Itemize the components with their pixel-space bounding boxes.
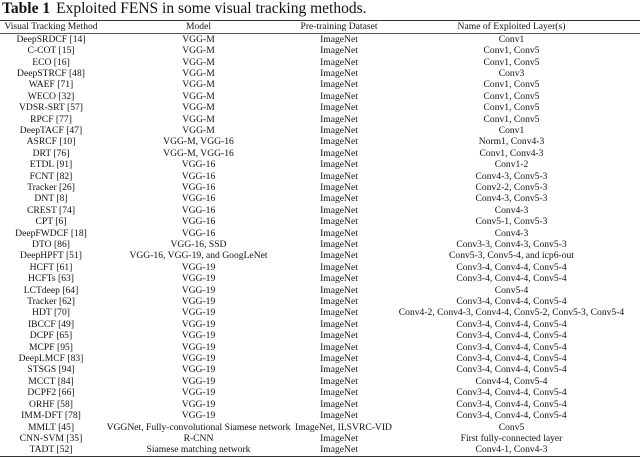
table-row bbox=[0, 159, 640, 170]
cell-dataset: ImageNet bbox=[320, 444, 358, 456]
cell-model: VGG-M bbox=[182, 79, 215, 91]
table-row bbox=[0, 239, 640, 250]
table-row bbox=[0, 250, 640, 261]
cell-method: WAEF [71] bbox=[28, 79, 74, 91]
cell-layers: Conv4-1, Conv4-3 bbox=[475, 444, 548, 456]
table-row bbox=[0, 205, 640, 216]
cell-method: DeepLMCF [83] bbox=[18, 353, 84, 365]
cell-method: IMM-DFT [78] bbox=[21, 410, 81, 422]
header-method: Visual Tracking Method bbox=[4, 21, 98, 33]
table-row bbox=[0, 227, 640, 238]
cell-dataset: ImageNet bbox=[320, 170, 358, 182]
cell-layers: Conv4-3, Conv5-3 bbox=[475, 193, 548, 205]
table-row bbox=[0, 433, 640, 444]
cell-method: MCCT [84] bbox=[28, 375, 74, 387]
cell-method: HCFTs [63] bbox=[28, 273, 74, 285]
cell-layers: Conv3-3, Conv4-3, Conv5-3 bbox=[456, 239, 567, 251]
cell-layers: Conv1, Conv5 bbox=[483, 102, 540, 114]
table-row bbox=[0, 284, 640, 295]
cell-method: C-COT [15] bbox=[27, 45, 75, 57]
cell-model: Siamese matching network bbox=[146, 444, 251, 456]
cell-layers: Conv3-4, Conv4-4, Conv5-4 bbox=[456, 398, 567, 410]
table-row bbox=[0, 296, 640, 307]
cell-dataset: ImageNet bbox=[320, 124, 358, 136]
cell-model: VGG-16 bbox=[181, 181, 216, 193]
cell-layers: Conv3-4, Conv4-4, Conv5-4 bbox=[456, 330, 567, 342]
cell-layers: Conv5-3, Conv5-4, and icp6-out bbox=[449, 250, 574, 262]
cell-method: ETDL [91] bbox=[29, 159, 73, 171]
cell-method: DNT [8] bbox=[34, 193, 68, 205]
cell-dataset: ImageNet bbox=[320, 56, 358, 68]
cell-dataset: ImageNet bbox=[320, 364, 358, 376]
cell-dataset: ImageNet bbox=[320, 204, 358, 216]
cell-method: FCNT [82] bbox=[29, 170, 73, 182]
cell-model: VGG-16 bbox=[181, 227, 216, 239]
cell-dataset: ImageNet bbox=[320, 375, 358, 387]
table-row bbox=[0, 376, 640, 387]
table-row bbox=[0, 125, 640, 136]
cell-method: WECO [32] bbox=[27, 90, 75, 102]
cell-model: VGG-19 bbox=[181, 410, 216, 422]
table-row bbox=[0, 410, 640, 421]
cell-model: VGG-19 bbox=[181, 387, 216, 399]
cell-model: VGG-M, VGG-16 bbox=[163, 136, 234, 148]
cell-dataset: ImageNet bbox=[320, 296, 358, 308]
cell-dataset: ImageNet bbox=[320, 398, 358, 410]
table-row bbox=[0, 33, 640, 45]
cell-dataset: ImageNet, ILSVRC-VID bbox=[295, 421, 392, 433]
cell-method: DRT [76] bbox=[32, 147, 70, 159]
cell-layers: Norm1, Conv4-3 bbox=[478, 136, 545, 148]
cell-layers: Conv4-3, Conv5-3 bbox=[475, 170, 548, 182]
cell-method: CNN-SVM [35] bbox=[19, 432, 83, 444]
cell-model: VGG-M bbox=[182, 67, 215, 79]
cell-layers: Conv1, Conv5 bbox=[483, 56, 540, 68]
cell-layers: Conv3-4, Conv4-4, Conv5-4 bbox=[456, 410, 567, 422]
table-row bbox=[0, 421, 640, 432]
cell-dataset: ImageNet bbox=[320, 79, 358, 91]
table-row bbox=[0, 79, 640, 90]
cell-dataset: ImageNet bbox=[320, 353, 358, 365]
cell-model: VGG-16 bbox=[181, 193, 216, 205]
cell-model: R-CNN bbox=[183, 432, 214, 444]
header-model: Model bbox=[185, 21, 212, 33]
cell-layers: Conv1-2 bbox=[494, 159, 529, 171]
cell-model: VGG-M bbox=[182, 90, 215, 102]
cell-model: VGG-16 bbox=[181, 216, 216, 228]
cell-dataset: ImageNet bbox=[320, 67, 358, 79]
cell-dataset: ImageNet bbox=[320, 284, 358, 296]
cell-dataset: ImageNet bbox=[320, 330, 358, 342]
table-row bbox=[0, 307, 640, 318]
cell-method: DTO [86] bbox=[32, 239, 70, 251]
table-row bbox=[0, 91, 640, 102]
cell-layers: First fully-connected layer bbox=[460, 432, 563, 444]
cell-method: ECO [16] bbox=[32, 56, 70, 68]
cell-method: Tracker [62] bbox=[27, 296, 75, 308]
table-row bbox=[0, 193, 640, 204]
table-row bbox=[0, 113, 640, 124]
cell-layers: Conv1, Conv5 bbox=[483, 79, 540, 91]
cell-dataset: ImageNet bbox=[320, 102, 358, 114]
tracking-methods-table bbox=[0, 20, 640, 457]
cell-layers: Conv4-2, Conv4-3, Conv4-4, Conv5-2, Conv5-3, Conv5-4 bbox=[398, 307, 625, 319]
cell-dataset: ImageNet bbox=[320, 90, 358, 102]
cell-dataset: ImageNet bbox=[320, 432, 358, 444]
cell-model: VGG-M bbox=[182, 33, 215, 45]
table-row bbox=[0, 136, 640, 147]
cell-layers: Conv3-4, Conv4-4, Conv5-4 bbox=[456, 318, 567, 330]
table-label: Table 1 bbox=[2, 0, 51, 17]
cell-method: CPT [6] bbox=[35, 216, 67, 228]
cell-method: DeepHPFT [51] bbox=[20, 250, 82, 262]
cell-layers: Conv5-4 bbox=[494, 284, 529, 296]
cell-layers: Conv5 bbox=[498, 421, 525, 433]
table-row bbox=[0, 399, 640, 410]
table-row bbox=[0, 341, 640, 352]
cell-model: VGG-M bbox=[182, 56, 215, 68]
table-row bbox=[0, 444, 640, 456]
cell-layers: Conv3-4, Conv4-4, Conv5-4 bbox=[456, 341, 567, 353]
cell-method: Tracker [26] bbox=[27, 181, 75, 193]
cell-model: VGG-19 bbox=[181, 353, 216, 365]
cell-model: VGG-19 bbox=[181, 375, 216, 387]
cell-method: HDT [70] bbox=[32, 307, 70, 319]
table-caption bbox=[2, 0, 367, 18]
cell-dataset: ImageNet bbox=[320, 239, 358, 251]
cell-model: VGG-19 bbox=[181, 284, 216, 296]
header-row bbox=[0, 21, 640, 34]
cell-layers: Conv2-2, Conv5-3 bbox=[475, 181, 548, 193]
cell-method: DeepFWDCF [18] bbox=[15, 227, 87, 239]
table-row bbox=[0, 148, 640, 159]
table-row bbox=[0, 182, 640, 193]
cell-model: VGG-M bbox=[182, 124, 215, 136]
table-title: Exploited FENS in some visual tracking methods. bbox=[56, 0, 367, 17]
cell-method: DCPF [65] bbox=[29, 330, 73, 342]
cell-dataset: ImageNet bbox=[320, 136, 358, 148]
cell-dataset: ImageNet bbox=[320, 45, 358, 57]
cell-dataset: ImageNet bbox=[320, 159, 358, 171]
cell-layers: Conv3-4, Conv4-4, Conv5-4 bbox=[456, 273, 567, 285]
cell-model: VGG-19 bbox=[181, 273, 216, 285]
table-row bbox=[0, 102, 640, 113]
table-row bbox=[0, 45, 640, 56]
cell-method: DeepSRDCF [14] bbox=[16, 33, 86, 45]
cell-method: RPCF [77] bbox=[30, 113, 72, 125]
table-row bbox=[0, 387, 640, 398]
cell-dataset: ImageNet bbox=[320, 273, 358, 285]
cell-layers: Conv3-4, Conv4-4, Conv5-4 bbox=[456, 296, 567, 308]
table-row bbox=[0, 330, 640, 341]
cell-method: DCPF2 [66] bbox=[27, 387, 75, 399]
cell-model: VGG-16, SSD bbox=[170, 239, 227, 251]
cell-layers: Conv1 bbox=[498, 33, 525, 45]
cell-model: VGG-M bbox=[182, 102, 215, 114]
cell-layers: Conv1 bbox=[498, 124, 525, 136]
cell-layers: Conv1, Conv5 bbox=[483, 45, 540, 57]
cell-dataset: ImageNet bbox=[320, 147, 358, 159]
table-row bbox=[0, 353, 640, 364]
cell-model: VGG-19 bbox=[181, 261, 216, 273]
cell-model: VGG-19 bbox=[181, 307, 216, 319]
cell-dataset: ImageNet bbox=[320, 261, 358, 273]
cell-layers: Conv4-4, Conv5-4 bbox=[475, 375, 548, 387]
cell-dataset: ImageNet bbox=[320, 33, 358, 45]
cell-method: VDSR-SRT [57] bbox=[18, 102, 83, 114]
cell-method: ORHF [58] bbox=[29, 398, 73, 410]
cell-layers: Conv3-4, Conv4-4, Conv5-4 bbox=[456, 353, 567, 365]
cell-model: VGG-19 bbox=[181, 398, 216, 410]
cell-dataset: ImageNet bbox=[320, 410, 358, 422]
cell-dataset: ImageNet bbox=[320, 227, 358, 239]
cell-dataset: ImageNet bbox=[320, 193, 358, 205]
cell-layers: Conv1, Conv5 bbox=[483, 90, 540, 102]
cell-dataset: ImageNet bbox=[320, 181, 358, 193]
cell-method: HCFT [61] bbox=[29, 261, 73, 273]
cell-layers: Conv4-3 bbox=[494, 204, 529, 216]
cell-method: LCTdeep [64] bbox=[23, 284, 79, 296]
cell-dataset: ImageNet bbox=[320, 341, 358, 353]
cell-model: VGG-19 bbox=[181, 330, 216, 342]
cell-method: TADT [52] bbox=[29, 444, 73, 456]
cell-method: DeepTACF [47] bbox=[19, 124, 83, 136]
table-row bbox=[0, 273, 640, 284]
cell-method: ASRCF [10] bbox=[26, 136, 76, 148]
table-row bbox=[0, 170, 640, 181]
cell-model: VGG-M bbox=[182, 113, 215, 125]
cell-method: DeepSTRCF [48] bbox=[17, 67, 85, 79]
header-dataset: Pre-training Dataset bbox=[300, 21, 378, 33]
table-row bbox=[0, 68, 640, 79]
cell-method: IBCCF [49] bbox=[27, 318, 75, 330]
cell-model: VGG-19 bbox=[181, 318, 216, 330]
cell-dataset: ImageNet bbox=[320, 318, 358, 330]
cell-model: VGG-19 bbox=[181, 341, 216, 353]
cell-model: VGG-M, VGG-16 bbox=[163, 147, 234, 159]
cell-layers: Conv1, Conv5 bbox=[483, 113, 540, 125]
table-row bbox=[0, 216, 640, 227]
cell-model: VGG-16 bbox=[181, 159, 216, 171]
cell-method: MMLT [45] bbox=[27, 421, 75, 433]
cell-model: VGG-16, VGG-19, and GoogLeNet bbox=[129, 250, 268, 262]
table-row bbox=[0, 364, 640, 375]
cell-layers: Conv3 bbox=[498, 67, 525, 79]
cell-layers: Conv3-4, Conv4-4, Conv5-4 bbox=[456, 261, 567, 273]
cell-layers: Conv1, Conv4-3 bbox=[479, 147, 544, 159]
cell-dataset: ImageNet bbox=[320, 307, 358, 319]
cell-method: CREST [74] bbox=[26, 204, 76, 216]
cell-dataset: ImageNet bbox=[320, 387, 358, 399]
table-row bbox=[0, 56, 640, 67]
cell-model: VGGNet, Fully-convolutional Siamese network bbox=[106, 421, 291, 433]
cell-layers: Conv3-4, Conv4-4, Conv5-4 bbox=[456, 364, 567, 376]
cell-method: STSGS [94] bbox=[27, 364, 75, 376]
cell-model: VGG-19 bbox=[181, 296, 216, 308]
table-row bbox=[0, 319, 640, 330]
cell-model: VGG-16 bbox=[181, 170, 216, 182]
cell-model: VGG-16 bbox=[181, 204, 216, 216]
cell-layers: Conv5-1, Conv5-3 bbox=[475, 216, 548, 228]
cell-dataset: ImageNet bbox=[320, 113, 358, 125]
cell-model: VGG-19 bbox=[181, 364, 216, 376]
cell-layers: Conv3-4, Conv4-4, Conv5-4 bbox=[456, 387, 567, 399]
cell-dataset: ImageNet bbox=[320, 216, 358, 228]
cell-layers: Conv4-3 bbox=[494, 227, 529, 239]
table-row bbox=[0, 262, 640, 273]
cell-dataset: ImageNet bbox=[320, 250, 358, 262]
cell-method: MCPF [95] bbox=[29, 341, 73, 353]
cell-model: VGG-M bbox=[182, 45, 215, 57]
header-layers: Name of Exploited Layer(s) bbox=[457, 21, 566, 33]
